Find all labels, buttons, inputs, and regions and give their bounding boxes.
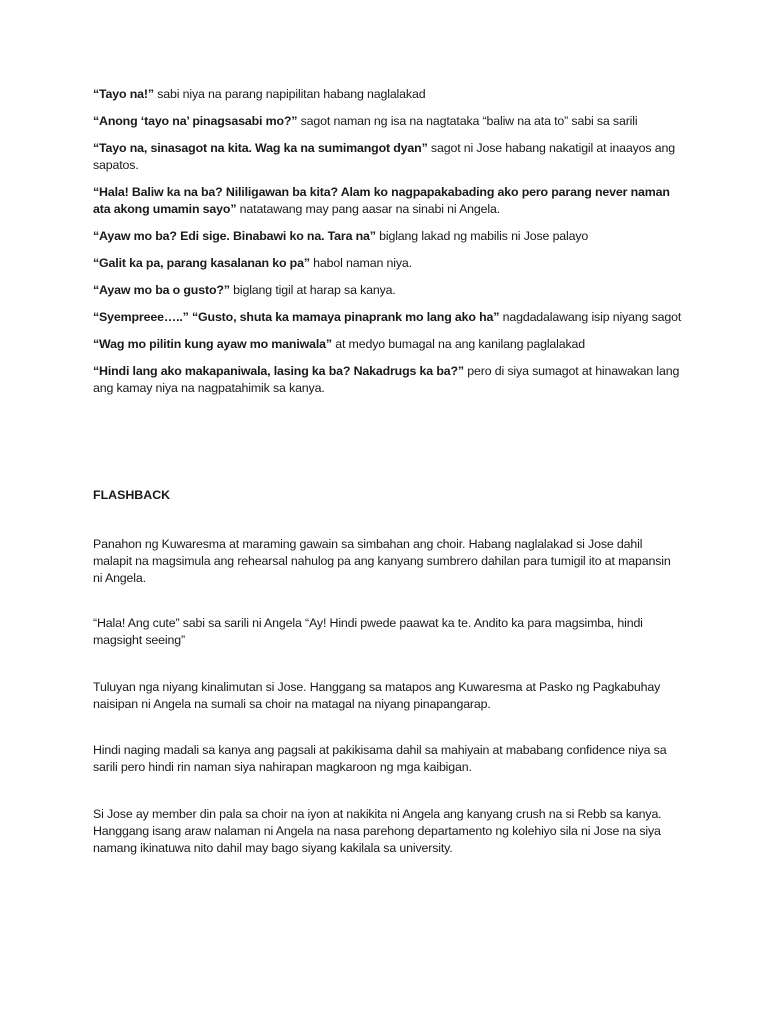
dialogue-quote: “Galit ka pa, parang kasalanan ko pa” <box>93 256 310 270</box>
dialogue-paragraph <box>93 309 683 326</box>
flashback-paragraph: Hindi naging madali sa kanya ang pagsali at pakikisama dahil sa mahiyain at mababang confidence niya sa sarili pero hindi rin naman siya nahirapan magkaroon ng mga kaibigan. <box>93 743 667 774</box>
dialogue-quote: “Anong ‘tayo na’ pinagsasabi mo?” <box>93 114 298 128</box>
document-page <box>93 86 683 857</box>
dialogue-paragraph <box>93 336 683 353</box>
dialogue-narration: natatawang may pang aasar na sinabi ni Angela. <box>236 202 501 216</box>
dialogue-paragraph <box>93 255 683 272</box>
flashback-paragraph: Si Jose ay member din pala sa choir na iyon at nakikita ni Angela ang kanyang crush na si Rebb sa kanya. Hanggang isang araw nalaman ni Angela na nasa parehong departamento ng kolehiyo sila ni Jose na siya namang ikinatuwa nito dahil may bago siyang kakilala sa university. <box>93 807 662 855</box>
dialogue-quote: “Ayaw mo ba o gusto?” <box>93 283 230 297</box>
dialogue-paragraph <box>93 140 683 174</box>
dialogue-paragraph <box>93 363 683 397</box>
dialogue-paragraph <box>93 282 683 299</box>
dialogue-quote: “Tayo na, sinasagot na kita. Wag ka na sumimangot dyan” <box>93 141 428 155</box>
flashback-paragraph: “Hala! Ang cute” sabi sa sarili ni Angela “Ay! Hindi pwede paawat ka te. Andito ka para magsimba, hindi magsight seeing” <box>93 616 643 647</box>
flashback-paragraph: Panahon ng Kuwaresma at maraming gawain sa simbahan ang choir. Habang naglalakad si Jose dahil malapit na magsimula ang rehearsal nahulog pa ang kanyang sumbrero dahilan para tumigil ito at mapansin ni Angela. <box>93 537 671 585</box>
dialogue-narration: pero di siya sumagot at hinawakan lang ang kamay niya na nagpatahimik sa kanya. <box>93 364 680 395</box>
spacer <box>93 587 683 615</box>
dialogue-narration: sagot ni Jose habang nakatigil at inaayos ang sapatos. <box>93 141 675 172</box>
dialogue-quote: “Wag mo pilitin kung ayaw mo maniwala” <box>93 337 332 351</box>
dialogue-narration: biglang lakad ng mabilis ni Jose palayo <box>375 229 589 243</box>
dialogue-narration: sagot naman ng isa na nagtataka “baliw na ata to” sabi sa sarili <box>297 114 638 128</box>
dialogue-quote: “Tayo na!” <box>93 87 154 101</box>
dialogue-narration: biglang tigil at harap sa kanya. <box>229 283 396 297</box>
spacer <box>93 397 683 487</box>
dialogue-quote: “Ayaw mo ba? Edi sige. Binabawi ko na. Tara na” <box>93 229 376 243</box>
dialogue-quote: “Hindi lang ako makapaniwala, lasing ka ba? Nakadrugs ka ba?” <box>93 364 464 378</box>
section-heading-flashback: FLASHBACK <box>93 488 171 502</box>
dialogue-narration: at medyo bumagal na ang kanilang paglalakad <box>331 337 586 351</box>
dialogue-paragraph <box>93 228 683 245</box>
spacer <box>93 649 683 679</box>
spacer <box>93 776 683 806</box>
dialogue-narration: habol naman niya. <box>309 256 412 270</box>
flashback-paragraph: Tuluyan nga niyang kinalimutan si Jose. Hanggang sa matapos ang Kuwaresma at Pasko ng Pagkabuhay naisipan ni Angela na sumali sa choir na matagal na niyang pinapangarap. <box>93 680 661 711</box>
dialogue-quote: “Syempreee…..” “Gusto, shuta ka mamaya pinaprank mo lang ako ha” <box>93 310 500 324</box>
dialogue-paragraph <box>93 86 683 103</box>
dialogue-paragraph <box>93 113 683 130</box>
spacer <box>93 713 683 742</box>
spacer <box>93 504 683 536</box>
dialogue-narration: nagdadalawang isip niyang sagot <box>499 310 682 324</box>
dialogue-quote: “Hala! Baliw ka na ba? Nililigawan ba kita? Alam ko nagpapakabading ako pero parang never naman ata akong umamin sayo” <box>93 185 670 216</box>
dialogue-narration: sabi niya na parang napipilitan habang naglalakad <box>153 87 426 101</box>
dialogue-paragraph <box>93 184 683 218</box>
